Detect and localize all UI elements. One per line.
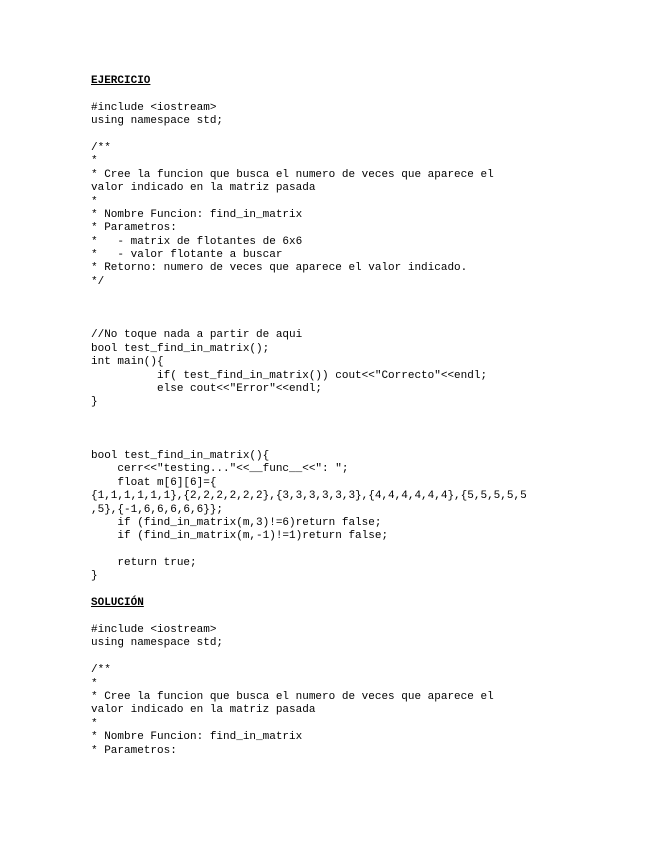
code-line: * Parametros: <box>91 222 177 235</box>
code-line: * Nombre Funcion: find_in_matrix <box>91 208 303 221</box>
document-page <box>91 75 631 758</box>
code-line: using namespace std; <box>91 115 224 128</box>
code-line: valor indicado en la matriz pasada <box>91 704 316 717</box>
code-line: /** <box>91 664 111 677</box>
code-line: * Nombre Funcion: find_in_matrix <box>91 731 303 744</box>
code-line: bool test_find_in_matrix(){ <box>91 449 270 462</box>
code-line <box>91 289 631 302</box>
code-line <box>91 437 631 450</box>
ejercicio-code-block <box>91 88 631 597</box>
code-line <box>91 544 631 557</box>
code-line: /** <box>91 141 111 154</box>
code-line: */ <box>91 275 105 288</box>
code-line: using namespace std; <box>91 637 224 650</box>
code-line <box>91 611 631 624</box>
code-line <box>91 129 631 142</box>
code-line: * - matrix de flotantes de 6x6 <box>91 235 303 248</box>
code-line: valor indicado en la matriz pasada <box>91 182 316 195</box>
code-line: bool test_find_in_matrix(); <box>91 342 270 355</box>
code-line: * <box>91 195 98 208</box>
code-line: } <box>91 570 98 583</box>
code-line: if (find_in_matrix(m,3)!=6)return false; <box>91 516 382 529</box>
code-line: cerr<<"testing..."<<__func__<<": "; <box>91 463 349 476</box>
code-line: #include <iostream> <box>91 101 217 114</box>
code-line <box>91 88 631 101</box>
code-line: * Cree la funcion que busca el numero de veces que aparece el <box>91 690 494 703</box>
code-line: * Parametros: <box>91 744 177 757</box>
code-line: * Retorno: numero de veces que aparece el valor indicado. <box>91 262 468 275</box>
code-line: * <box>91 717 98 730</box>
code-line: //No toque nada a partir de aqui <box>91 329 303 342</box>
code-line <box>91 423 631 436</box>
solucion-code-block <box>91 611 631 758</box>
code-line: #include <iostream> <box>91 624 217 637</box>
code-line <box>91 316 631 329</box>
code-line <box>91 651 631 664</box>
code-line: {1,1,1,1,1,1},{2,2,2,2,2,2},{3,3,3,3,3,3},{4,4,4,4,4,4},{5,5,5,5,5 <box>91 490 527 503</box>
code-line: * Cree la funcion que busca el numero de veces que aparece el <box>91 168 494 181</box>
code-line: float m[6][6]={ <box>91 476 217 489</box>
code-line <box>91 303 631 316</box>
code-line: if( test_find_in_matrix()) cout<<"Correcto"<<endl; <box>91 369 488 382</box>
code-line: * <box>91 677 98 690</box>
code-line: int main(){ <box>91 356 164 369</box>
solucion-heading: SOLUCIÓN <box>91 597 144 610</box>
code-line: else cout<<"Error"<<endl; <box>91 382 323 395</box>
code-line: ,5},{-1,6,6,6,6,6}}; <box>91 503 224 516</box>
code-line <box>91 410 631 423</box>
code-line: * - valor flotante a buscar <box>91 249 283 262</box>
ejercicio-heading: EJERCICIO <box>91 75 151 87</box>
code-line: if (find_in_matrix(m,-1)!=1)return false; <box>91 530 389 543</box>
code-line: return true; <box>91 557 197 570</box>
code-line: } <box>91 396 98 409</box>
code-line <box>91 584 631 597</box>
code-line: * <box>91 155 98 168</box>
